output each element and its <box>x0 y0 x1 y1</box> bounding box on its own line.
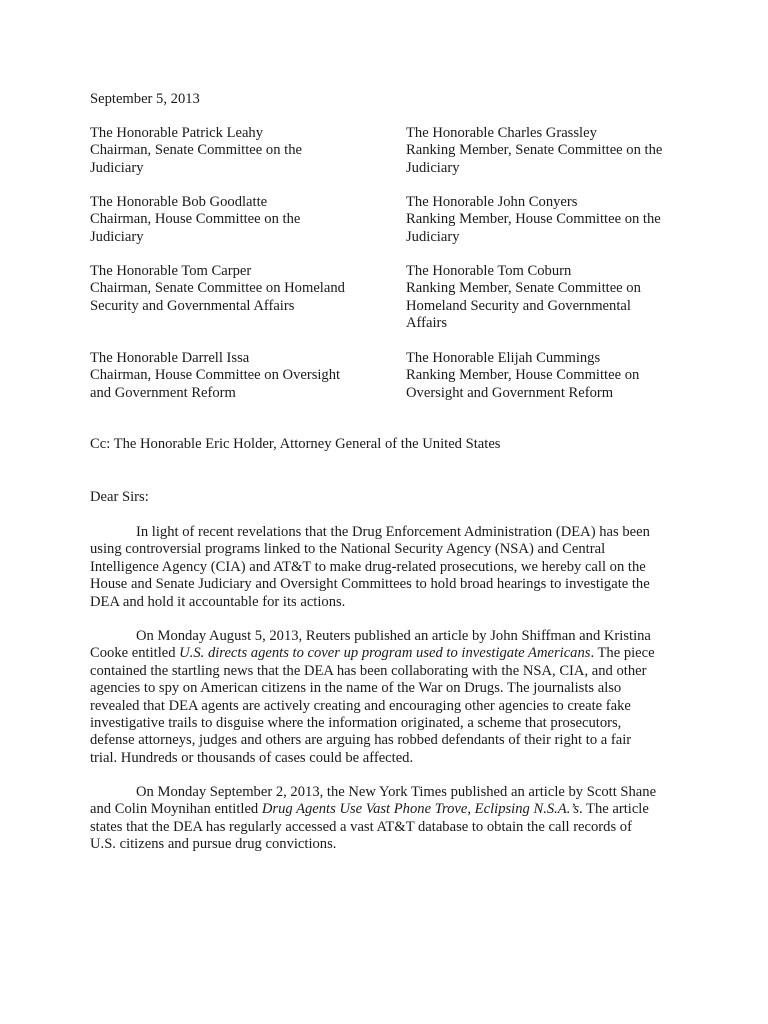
addressee-name: The Honorable John Conyers <box>406 194 578 210</box>
addressee-issa <box>90 350 380 402</box>
addressee-leahy <box>90 125 380 177</box>
paragraph-1 <box>90 524 690 611</box>
text-run: . The article <box>579 801 649 818</box>
paragraph-line: On Monday August 5, 2013, Reuters published an article by John Shiffman and Kristina <box>136 628 651 644</box>
paragraph-line: investigative trails to disguise where the information originated, a scheme that prosecutors, <box>90 715 622 732</box>
addressee-title-line: Ranking Member, Senate Committee on the <box>406 142 663 159</box>
paragraph-3 <box>90 784 690 854</box>
text-run: Cooke entitled <box>90 645 180 662</box>
addressee-title-line: Affairs <box>406 315 448 332</box>
addressee-name: The Honorable Bob Goodlatte <box>90 194 268 210</box>
addressee-coburn <box>406 263 696 333</box>
addressee-title-line: Judiciary <box>90 159 144 176</box>
addressee-title-line: Judiciary <box>406 228 460 245</box>
cc-line: Cc: The Honorable Eric Holder, Attorney General of the United States <box>90 436 501 452</box>
paragraph-line-with-title <box>90 645 690 662</box>
addressee-title-line: Oversight and Government Reform <box>406 384 614 401</box>
paragraph-line: DEA and hold it accountable for its actions. <box>90 593 346 610</box>
article-title-nyt: Drug Agents Use Vast Phone Trove, Eclipsing N.S.A.’s <box>261 801 580 818</box>
addressee-name: The Honorable Charles Grassley <box>406 125 597 141</box>
paragraph-line: trial. Hundreds or thousands of cases could be affected. <box>90 749 414 766</box>
addressee-name: The Honorable Tom Carper <box>90 263 252 279</box>
addressee-title-line: Chairman, Senate Committee on Homeland <box>90 280 345 297</box>
addressee-cummings <box>406 350 696 402</box>
paragraph-line: defense attorneys, judges and others are arguing has robbed defendants of their right to a fair <box>90 732 632 749</box>
text-run: and Colin Moynihan entitled <box>90 801 262 818</box>
addressee-title-line: Chairman, House Committee on the <box>90 211 301 228</box>
letter-date: September 5, 2013 <box>90 91 200 107</box>
addressee-name: The Honorable Darrell Issa <box>90 350 250 366</box>
addressee-title-line: Homeland Security and Governmental <box>406 297 631 314</box>
addressee-name: The Honorable Patrick Leahy <box>90 125 264 141</box>
addressee-title-line: Ranking Member, House Committee on the <box>406 211 661 228</box>
paragraph-line: revealed that DEA agents are actively creating and encouraging other agencies to create fake <box>90 697 631 714</box>
paragraph-2 <box>90 628 690 767</box>
paragraph-line: contained the startling news that the DEA has been collaborating with the NSA, CIA, and other <box>90 662 647 679</box>
addressee-title-line: Ranking Member, Senate Committee on <box>406 280 641 297</box>
addressee-conyers <box>406 194 696 246</box>
addressee-goodlatte <box>90 194 380 246</box>
article-title-reuters: U.S. directs agents to cover up program used to investigate Americans <box>179 645 591 662</box>
addressee-title-line: Ranking Member, House Committee on <box>406 367 640 384</box>
addressee-name: The Honorable Elijah Cummings <box>406 350 601 366</box>
paragraph-line: U.S. citizens and pursue drug convictions. <box>90 836 337 853</box>
addressee-carper <box>90 263 380 315</box>
paragraph-line-with-title <box>90 801 690 818</box>
addressee-title-line: Chairman, Senate Committee on the <box>90 142 302 159</box>
salutation: Dear Sirs: <box>90 489 149 505</box>
addressee-title-line: and Government Reform <box>90 384 236 401</box>
text-run: . The piece <box>590 645 655 662</box>
addressee-title-line: Judiciary <box>406 159 460 176</box>
paragraph-line: states that the DEA has regularly accessed a vast AT&T database to obtain the call records of <box>90 818 632 835</box>
addressee-name: The Honorable Tom Coburn <box>406 263 572 279</box>
addressee-grassley <box>406 125 696 177</box>
paragraph-line: In light of recent revelations that the Drug Enforcement Administration (DEA) has been <box>136 524 650 540</box>
addressee-title-line: Judiciary <box>90 228 144 245</box>
paragraph-line: using controversial programs linked to the National Security Agency (NSA) and Central <box>90 541 606 558</box>
addressee-title-line: Chairman, House Committee on Oversight <box>90 367 341 384</box>
paragraph-line: Intelligence Agency (CIA) and AT&T to make drug-related prosecutions, we hereby call on the <box>90 558 646 575</box>
paragraph-line: House and Senate Judiciary and Oversight Committees to hold broad hearings to investigate the <box>90 576 650 593</box>
addressee-title-line: Security and Governmental Affairs <box>90 297 295 314</box>
paragraph-line: agencies to spy on American citizens in the name of the War on Drugs. The journalists also <box>90 680 622 697</box>
paragraph-line: On Monday September 2, 2013, the New York Times published an article by Scott Shane <box>136 784 657 800</box>
